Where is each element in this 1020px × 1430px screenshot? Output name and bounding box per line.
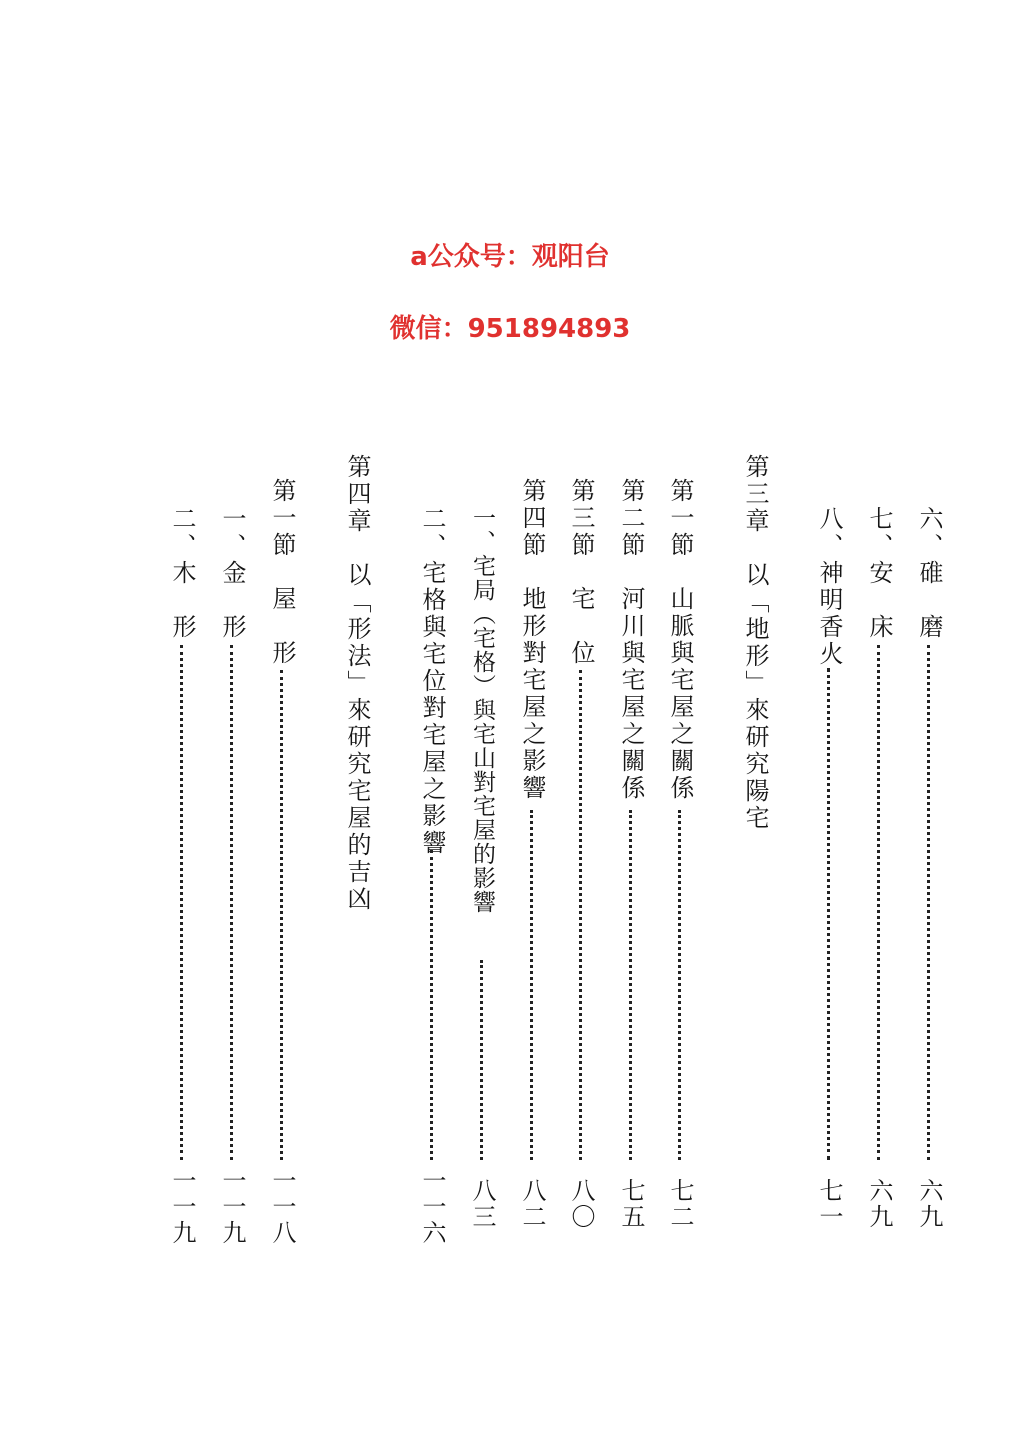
toc-entry-title: 一、宅局（宅格）與宅山對宅屋的影響 xyxy=(469,506,495,914)
toc-entry-page: 八二 xyxy=(518,1178,546,1230)
toc-entry-page: 七二 xyxy=(666,1178,694,1230)
toc-entry-page: 一一九 xyxy=(168,1168,196,1246)
toc-entry-title: 八、神明香火 xyxy=(815,506,843,668)
toc-leader-dots xyxy=(629,810,632,1160)
toc-entry-title: 二、宅格與宅位對宅屋之影響 xyxy=(418,506,446,857)
toc-leader-dots xyxy=(579,670,582,1160)
toc-entry-page: 八〇 xyxy=(567,1178,595,1230)
toc-entry-title: 一、金 形 xyxy=(218,506,246,641)
toc-entry-page: 七五 xyxy=(617,1178,645,1230)
toc-leader-dots xyxy=(678,810,681,1160)
watermark-line-2: 微信：951894893 xyxy=(389,314,631,344)
toc-leader-dots xyxy=(530,810,533,1160)
toc-entry-title: 第一節 山脈與宅屋之關係 xyxy=(666,478,694,802)
toc-entry-page: 六九 xyxy=(915,1178,943,1230)
toc-entry-title: 第四節 地形對宅屋之影響 xyxy=(518,478,546,802)
toc-entry-page: 八三 xyxy=(468,1178,496,1230)
toc-leader-dots xyxy=(180,645,183,1160)
toc-entry-title: 第三節 宅 位 xyxy=(567,478,595,667)
toc-leader-dots xyxy=(280,670,283,1160)
toc-entry-page: 一一六 xyxy=(418,1168,446,1246)
watermark-line-1: a公众号：观阳台 xyxy=(410,242,610,272)
toc-entry-title: 二、木 形 xyxy=(168,506,196,641)
toc-leader-dots xyxy=(877,645,880,1160)
toc-leader-dots xyxy=(430,850,433,1160)
toc-leader-dots xyxy=(827,668,830,1160)
toc-entry-page: 一一九 xyxy=(218,1168,246,1246)
toc-entry-title: 第二節 河川與宅屋之關係 xyxy=(617,478,645,802)
toc-entry-page: 一一八 xyxy=(268,1168,296,1246)
toc-leader-dots xyxy=(230,645,233,1160)
toc-leader-dots xyxy=(480,960,483,1160)
toc-entry-page: 七一 xyxy=(815,1178,843,1230)
toc-entry-title: 七、安 床 xyxy=(865,506,893,641)
toc-entry-title: 第一節 屋 形 xyxy=(268,478,296,667)
chapter-heading: 第三章 以「地形」來研究陽宅 xyxy=(741,454,769,832)
toc-entry-page: 六九 xyxy=(865,1178,893,1230)
toc-leader-dots xyxy=(927,645,930,1160)
toc-entry-title: 六、碓 磨 xyxy=(915,506,943,641)
chapter-heading: 第四章 以「形法」來研究宅屋的吉凶 xyxy=(343,454,371,913)
